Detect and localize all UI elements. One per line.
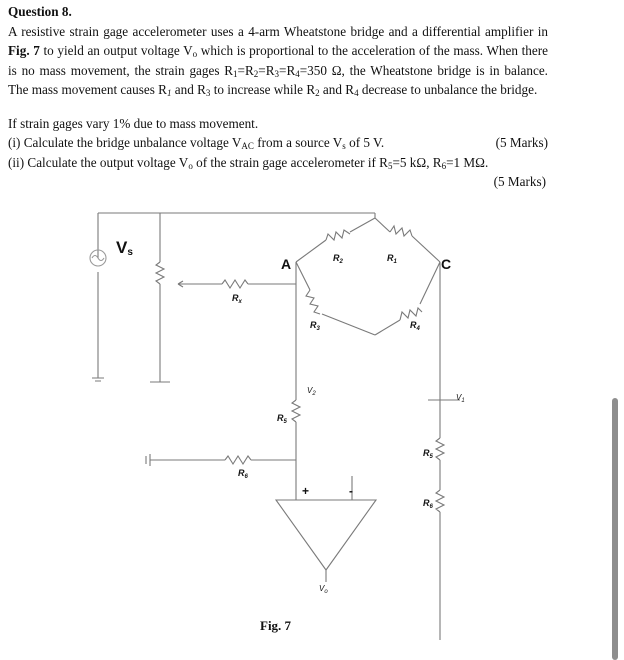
fig-reference: Fig. 7 [8, 43, 40, 58]
resistor-left-vertical [156, 262, 164, 284]
part-ii-c: =5 kΩ, R [392, 154, 442, 170]
bridge-r3-arm [296, 262, 310, 290]
r2-sub: 2 [253, 68, 259, 79]
para-text-2: to yield an output voltage V [39, 43, 193, 58]
part-ii-a: (ii) Calculate the output voltage V [8, 154, 189, 170]
resistor-r5-left [292, 400, 300, 422]
part-i-c: of 5 V. [345, 135, 385, 150]
part-ii-sub3: 6 [441, 160, 447, 171]
resistor-r1 [390, 226, 412, 236]
label-r5-right: $R_5$ [423, 448, 433, 460]
eq-1: =R [237, 62, 254, 78]
bridge-r1-top [375, 218, 390, 232]
opamp-triangle [276, 500, 376, 570]
label-r5-left: $R_5$ [277, 413, 287, 425]
condition-text: If strain gages vary 1% due to mass movement. [8, 115, 259, 131]
ground-r6 [146, 454, 150, 466]
bridge-r3-bottom [322, 314, 375, 335]
label-v1: $V_1$ [456, 393, 465, 404]
and-1: and R [171, 82, 206, 97]
bridge-r2-arm [296, 240, 326, 262]
r3b-sub: 3 [205, 88, 211, 98]
part-i-b: from a source V [253, 135, 343, 150]
label-r6-right: $R_6$ [423, 498, 433, 510]
resistor-r6-left [225, 456, 251, 464]
r2b-sub: 2 [315, 88, 320, 98]
resistor-r6-right [436, 490, 444, 512]
bridge-r2-top [350, 218, 375, 232]
para-text-6: decrease to unbalance the bridge. [358, 82, 538, 97]
para-text-5: to increase while R [210, 82, 316, 97]
label-rx: $R_x$ [232, 293, 242, 305]
label-plus: + [302, 484, 310, 498]
scrollbar-thumb[interactable] [612, 398, 618, 660]
part-i-marks: (5 Marks) [495, 135, 548, 150]
r1-sub: 1 [233, 68, 238, 79]
para-text-1: A resistive strain gage accelerometer uses a 4-arm Wheatstone bridge and a differential amplifier in [8, 23, 548, 39]
para-text-4: =350 Ω, the Wheatstone bridge is in balance. The mass movement causes R [8, 62, 548, 97]
resistor-r5-right [436, 438, 444, 460]
figure-caption: Fig. 7 [260, 618, 292, 633]
r3-sub: 3 [274, 68, 280, 79]
bridge-r4-bottom [375, 320, 400, 335]
label-node-a: A [281, 256, 292, 272]
vo-sub: o [192, 49, 198, 59]
part-i-sub: AC [241, 141, 254, 151]
label-minus: - [349, 484, 353, 498]
label-r1: $R_1$ [387, 253, 397, 265]
part-ii-b: of the strain gage accelerometer if R [192, 154, 388, 170]
part-ii-d: =1 MΩ. [446, 154, 489, 170]
resistor-r4 [400, 308, 422, 320]
eq-2: =R [258, 62, 275, 78]
label-node-c: C [441, 256, 452, 272]
bridge-r1-arm [412, 236, 440, 262]
part-ii-sub: o [188, 160, 193, 171]
part-ii-marks: (5 Marks) [493, 174, 546, 189]
label-r6-left: $R_6$ [238, 468, 248, 480]
eq-3: =R [279, 62, 296, 78]
label-r2: $R_2$ [333, 253, 343, 265]
part-i-sub2: s [342, 141, 346, 151]
label-r3: $R_3$ [310, 320, 320, 332]
para-text-3: which is proportional to the acceleration of the mass. When there is no mass movement, the strain gages R [8, 43, 548, 78]
part-i-a: (i) Calculate the bridge unbalance voltage V [8, 135, 242, 150]
label-vs: $V_s$ [116, 238, 133, 258]
label-r4: $R_4$ [410, 320, 420, 332]
r4b-sub: 4 [354, 88, 359, 98]
and-2: and R [319, 82, 355, 97]
resistor-rx [222, 280, 248, 288]
label-v2: $V_2$ [307, 386, 316, 397]
question-title: Question 8. [8, 4, 72, 19]
label-vo: $V_o$ [319, 584, 328, 595]
bridge-r4-arm [420, 262, 440, 304]
r1b-sub: 1 [166, 88, 172, 98]
part-ii-sub2: 5 [387, 160, 393, 171]
ground-left [92, 378, 104, 381]
r4-sub: 4 [295, 68, 300, 79]
resistor-r3 [306, 290, 320, 314]
resistor-r2 [326, 230, 350, 240]
